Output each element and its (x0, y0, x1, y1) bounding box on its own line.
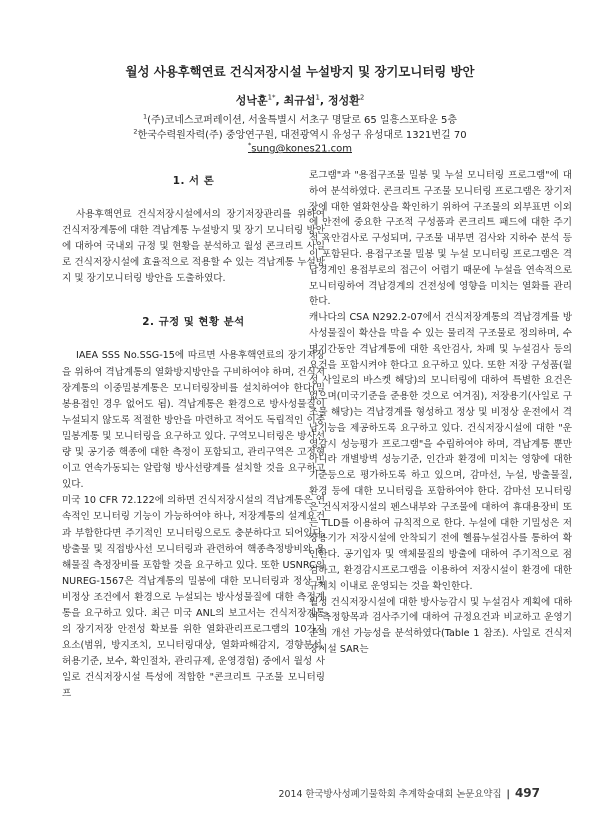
regulation-paragraph-1: IAEA SSS No.SSG-15에 따르면 사용후핵연료의 장기저장을 위하여 격납계통의 열화방지방안을 구비하여야 하며, 건식저장계통의 이중밀봉계통은 모니터링장비를 설치하여야 한다(밀봉용접인 경우 없어도 됨). 격납계통은 환경으로 방사성물질이 누설되지 않도록 적절한 방안을 마련하고 적어도 독립적인 이중밀봉계통 및 모니터링을 요구하고 있다. 구역모니터링은 방사선량 및 공기중 핵종에 대한 측정이 포함되고, 관리구역은 고정형이고 연속가동되는 알람형 방사선량계를 설치할 것을 요구하고 있다. (62, 350, 325, 491)
section-heading-intro: 1. 서 론 (172, 175, 215, 187)
page-number: 497 (514, 786, 540, 800)
email-text[interactable]: sung@kones21.com (251, 143, 352, 155)
author-separator: , (319, 94, 328, 107)
author-name: 최규섭 (283, 94, 316, 107)
regulation-paragraph-2-continued: 로그램"과 "용접구조물 밀봉 및 누설 모니터링 프로그램"에 대하여 분석하였다. 콘크리트 구조물 모니터링 프로그램은 장기저장에 대한 열화현상을 확인하기 위하여 구조물의 외부표면 이외에 안전에 중요한 구조적 구성품과 콘크리트 패드에 대한 주기적 육안검사로 구성되며, 구조물 내부면 검사와 지하수 분석 등이 포함된다. 용접구조물 밀봉 및 누설 모니터링 프로그램은 격납경계인 용접부로의 접근이 어렵기 때문에 누설을 연속적으로 모니터링하여 격납경계의 건전성에 영향을 미치는 열화를 관리한다. (309, 170, 572, 308)
intro-paragraph: 사용후핵연료 건식저장시설에서의 장기저장관리를 위하여 건식저장계통에 대한 격납계통 누설방지 및 장기 모니터링 방안에 대하여 국내외 규정 및 현황을 분석하고 월성 콘크리트 사일로 건식저장시설에 효율적으로 적용할 수 있는 격납계통 누설방지 및 장기모니터링 방안을 도출하였다. (62, 209, 325, 285)
author-mark: 1 (315, 93, 320, 102)
regulation-paragraph-2: 미국 10 CFR 72.122에 의하면 건식저장시설의 격납계통은 연속적인 모니터링 기능이 가능하여야 하나, 저장계통의 설계요건과 부합한다면 주기적인 모니터링으로도 충분하다고 되어있다. 방출물 및 직접방사선 모니터링과 관련하여 핵종측정방비와 용해물질 측정장비를 포함할 것을 요구하고 있다. 또한 USNRC의 NUREG-1567은 격납계통의 밀봉에 대한 모니터링과 정상 및 비정상 조건에서 환경으로 누설되는 방사성물질에 대한 측정계통을 요구하고 있다. 최근 미국 ANL의 보고서는 건식저장계통의 장기저장 안전성 확보를 위한 열화관리프로그램의 10가지 요소(범위, 방지조치, 모니터링대상, 열화파해감지, 경향분석, 허용기준, 보수, 확인절차, 관리규제, 운영경험) 중에서 월성 사일로 건식저장시설 특성에 적합한 "콘크리트 구조물 모니터링 프 (62, 495, 325, 700)
section-heading-regulation: 2. 규정 및 현황 분석 (142, 316, 245, 329)
page-footer (279, 786, 540, 800)
footer-separator: | (506, 789, 510, 800)
right-column (309, 168, 572, 658)
regulation-paragraph-4: 월성 건식저장시설에 대한 방사능감시 및 누설검사 계획에 대하여 측정항목과 검사주기에 대하여 규정요건과 비교하고 운영기준의 개선 가능성을 분석하였다(Table 1 참조). 사일로 건식저장시설 SAR는 (309, 596, 572, 655)
email-mark: * (248, 141, 252, 149)
affiliation-mark: 1 (142, 112, 148, 121)
author-mark: 1* (267, 93, 276, 102)
affiliation-text: (주)코네스코퍼레이션, 서울특별시 서초구 명달로 65 일흥스포타운 5층 (147, 115, 458, 126)
affiliation-2 (0, 126, 600, 141)
author-name: 성낙훈 (235, 94, 268, 107)
paper-title: 월성 사용후핵연료 건식저장시설 누설방지 및 장기모니터링 방안 (125, 64, 475, 79)
corresponding-email[interactable] (0, 141, 600, 154)
left-column (62, 168, 325, 703)
affiliation-1 (0, 111, 600, 126)
footer-proceedings: 2014 한국방사성폐기물학회 추계학술대회 논문요약집 (278, 789, 502, 800)
affiliation-text: 한국수력원자력(주) 중앙연구원, 대전광역시 유성구 유성대로 1321번길 70 (137, 130, 467, 141)
author-separator: , (275, 94, 284, 107)
author-name: 정성환 (327, 94, 360, 107)
author-line (0, 92, 600, 108)
regulation-paragraph-3: 캐나다의 CSA N292.2-07에서 건식저장계통의 격납경계를 방사성물질이 확산을 막을 수 있는 물리적 구조물로 정의하며, 수명기간동안 격납계통에 대한 육안검사, 차폐 및 누설검사 등의 요건을 포함시켜야 한다고 요구하고 있다. 또한 저장 구성품(월성 사일로의 바스켓 해당)의 모니터링에 대하여 특별한 요건은 없으며(미국기준을 준용한 것으로 여겨짐), 저장용기(사일로 구조물 해당)는 격납경계를 형성하고 정상 및 비정상 운전에서 격납기능을 제공하도록 요구하고 있다. 건식저장시설에 대한 "운영감시 성능평가 프로그램"을 수립하여야 하며, 격납계통 뿐만 아니라 개별방벽 성능기준, 인간과 환경에 미치는 영향에 대한 기준등으로 평가하도록 하고 있으며, 감마선, 누설, 방출물질, 환경 등에 대한 모니터링을 포함하여야 한다. 감마선 모니터링은 건식저장시설의 펜스내부와 구조물에 대하여 휴대용장비 또는 TLD를 이용하여 규칙적으로 한다. 누설에 대한 기밀성은 저장용기가 저장시설에 안착되기 전에 헬륨누설검사를 통하여 확인한다. 공기입자 및 액체물질의 방출에 대하여 주기적으로 점검하고, 환경감시프로그램을 이용하여 저장시설이 환경에 대한 규제치 이내로 운영되는 것을 확인한다. (309, 312, 572, 592)
affiliation-mark: 2 (133, 127, 138, 136)
author-mark: 2 (359, 93, 365, 102)
